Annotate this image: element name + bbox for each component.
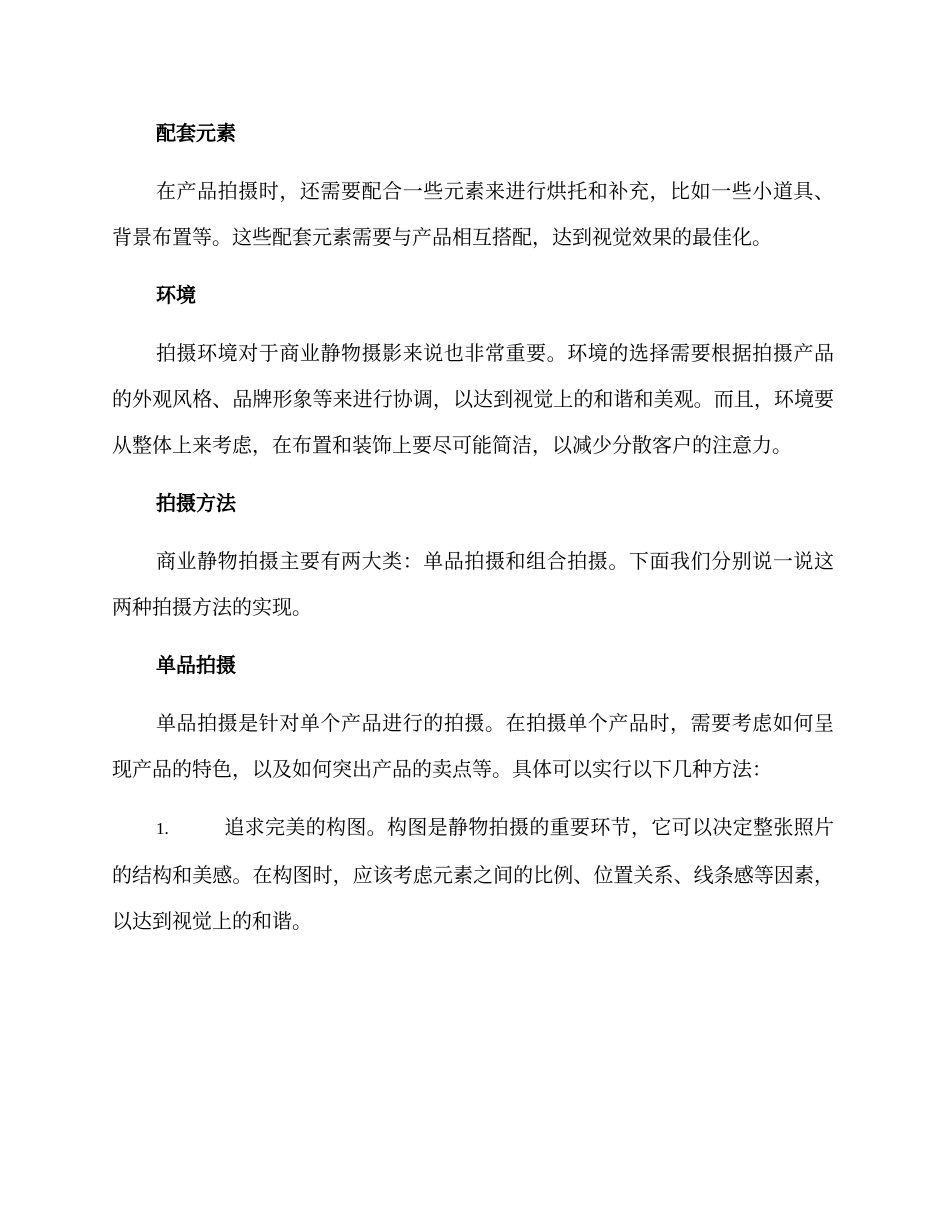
section-paragraph-shooting-methods: 商业静物拍摄主要有两大类：单品拍摄和组合拍摄。下面我们分别说一说这两种拍摄方法的实现。 [112, 549, 834, 619]
section-heading-shooting-methods: 拍摄方法 [156, 491, 236, 515]
section-heading-accessories: 配套元素 [156, 121, 236, 145]
section-heading-environment: 环境 [156, 283, 196, 307]
list-item-number: 1. [156, 819, 169, 838]
section-paragraph-single-product: 单品拍摄是针对单个产品进行的拍摄。在拍摄单个产品时，需要考虑如何呈现产品的特色，以及如何突出产品的卖点等。具体可以实行以下几种方法： [112, 711, 834, 781]
section-paragraph-accessories: 在产品拍摄时，还需要配合一些元素来进行烘托和补充，比如一些小道具、背景布置等。这些配套元素需要与产品相互搭配，达到视觉效果的最佳化。 [112, 179, 834, 249]
document-page [112, 110, 834, 944]
list-item [112, 804, 834, 944]
section-paragraph-environment: 拍摄环境对于商业静物摄影来说也非常重要。环境的选择需要根据拍摄产品的外观风格、品牌形象等来进行协调，以达到视觉上的和谐和美观。而且，环境要从整体上来考虑，在布置和装饰上要尽可能简洁，以减少分散客户的注意力。 [112, 341, 834, 457]
section-heading-single-product: 单品拍摄 [156, 653, 236, 677]
list-item-text: 追求完美的构图。构图是静物拍摄的重要环节，它可以决定整张照片的结构和美感。在构图时，应该考虑元素之间的比例、位置关系、线条感等因素，以达到视觉上的和谐。 [112, 815, 834, 933]
